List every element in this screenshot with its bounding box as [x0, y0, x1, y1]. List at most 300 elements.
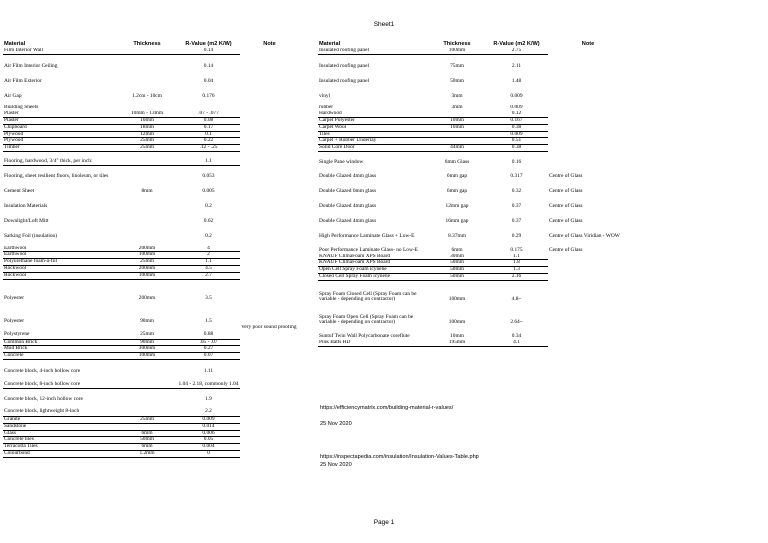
note-cell: [240, 145, 299, 152]
rvalue-cell: 4: [177, 246, 240, 252]
note-cell: [548, 138, 628, 145]
material-cell: Open Cell Spray Foam icynene: [318, 267, 429, 274]
material-cell: Spray Foam Open Cell (Spray Foam can be variable - depending on contractor): [319, 313, 414, 326]
note-cell: [240, 450, 299, 457]
thickness-cell: [117, 388, 177, 402]
rvalue-cell: 1.8: [485, 260, 548, 267]
material-cell: Double Glazed 6mm glass: [319, 187, 377, 194]
table-row: [3, 186, 299, 195]
table-row: [3, 216, 299, 225]
rvalue-cell: 2.16: [485, 273, 548, 280]
page-number: Page 1: [373, 519, 395, 526]
table-row: [318, 216, 628, 225]
table-row: [3, 430, 299, 437]
material-cell: Film Interior Wall: [3, 48, 117, 54]
material-cell: vinyl: [319, 92, 331, 99]
thickness-cell: 1.2mm: [117, 450, 177, 457]
table-row: [3, 145, 299, 152]
thickness-cell: 90mm: [117, 339, 177, 346]
note-cell: [240, 75, 299, 84]
rvalue-cell: 0.38: [485, 124, 548, 131]
material-cell: Poor Performance Laminate Glass- no Low-E: [319, 246, 418, 253]
table-row: [3, 331, 299, 339]
note-cell: [548, 260, 628, 267]
material-cell: Sarking Foil (insulation): [4, 232, 58, 239]
rvalue-cell: 0.014: [177, 423, 240, 430]
rvalue-cell: 0.175: [510, 246, 523, 253]
left-material-table: [3, 41, 299, 458]
material-cell: Downlight/Loft Mitt: [4, 217, 49, 224]
note-header: Note: [581, 41, 595, 48]
note-cell: [240, 152, 299, 166]
material-cell: Terracotta Tiles: [3, 444, 117, 451]
right-header-row: [318, 41, 628, 48]
table-row: [3, 353, 299, 360]
thickness-cell: 10mm: [429, 124, 485, 131]
note-cell: [240, 231, 299, 240]
material-cell: Earthwool: [3, 246, 117, 252]
note-cell: [548, 124, 628, 131]
rvalue-cell: 0: [177, 450, 240, 457]
note-cell: [240, 365, 299, 374]
rvalue-cell: 0.22: [177, 138, 240, 145]
thickness-cell: 25mm: [117, 331, 177, 339]
table-row: [318, 225, 628, 240]
table-row: [3, 131, 299, 138]
thickness-cell: [117, 216, 177, 225]
table-row: [318, 118, 628, 125]
note-cell: [240, 444, 299, 451]
table-row: [318, 280, 628, 303]
rvalue-cell: 0.053: [202, 172, 215, 179]
material-cell: Insulation Materials: [4, 202, 48, 209]
table-row: [318, 131, 628, 138]
rvalue-cell: 0.009: [510, 92, 523, 99]
note-cell: Centre of Glass: [549, 202, 583, 209]
rvalue-cell: 0.12: [485, 111, 548, 117]
thickness-cell: [117, 231, 177, 240]
rvalue-cell: 2.7: [177, 272, 240, 279]
rvalue-cell: 3.5: [205, 295, 212, 302]
note-cell: Centre of Glass: [549, 187, 583, 194]
thickness-cell: [117, 302, 177, 316]
rvalue-cell: 4.8~: [511, 296, 522, 303]
thickness-cell: [117, 423, 177, 430]
material-cell: Hardwood: [318, 111, 429, 117]
table-row: [318, 145, 628, 152]
rvalue-cell: 4.5: [177, 265, 240, 272]
rvalue-cell: 2.2: [177, 408, 240, 416]
thickness-cell: 12mm: [117, 131, 177, 138]
table-row: [318, 326, 628, 340]
source-url-1: https://efficiencymatrix.com/building-material-r-values/: [320, 405, 454, 411]
material-cell: KNAUF ClimaFoam XPS Board: [318, 260, 429, 267]
material-cell: Polyester: [4, 318, 25, 325]
table-row: [3, 316, 299, 325]
note-cell: [240, 166, 299, 180]
material-cell: KNAUF ClimaFoam XPS Board: [318, 254, 429, 260]
rvalue-cell: 4.1: [485, 340, 548, 346]
rvalue-cell: 0.32: [511, 187, 522, 194]
thickness-cell: 50mm: [117, 437, 177, 444]
material-cell: Building Sheets: [4, 105, 39, 111]
left-header-row: [3, 41, 299, 48]
table-row: [3, 90, 299, 99]
material-cell: Mud Brick: [3, 346, 117, 353]
table-row: [318, 267, 628, 274]
material-cell: Glass: [3, 430, 117, 437]
thickness-cell: 30mm: [429, 254, 485, 260]
note-cell: [548, 273, 628, 280]
thickness-cell: 50mm: [450, 77, 464, 84]
thickness-cell: 25mm: [117, 259, 177, 266]
material-cell: Spray Foam Closed Cell (Spray Foam can be variable - depending on contractor): [319, 290, 417, 303]
rvalue-cell: 1.04 - 2.18, commonly 1.04: [177, 374, 240, 388]
table-row: [3, 138, 299, 145]
thickness-cell: [117, 75, 177, 84]
table-row: [318, 273, 628, 280]
note-cell: [548, 326, 628, 340]
note-cell: [548, 60, 628, 69]
note-cell: [548, 118, 628, 125]
material-cell: [3, 302, 117, 316]
thickness-cell: 6mm Glass: [444, 158, 470, 165]
table-row: [3, 388, 299, 402]
note-cell: [548, 340, 628, 346]
thickness-cell: 50mm: [429, 273, 485, 280]
thickness-cell: 44mm: [429, 145, 485, 152]
thickness-cell: 195mm: [429, 340, 485, 346]
rvalue-cell: 0.62: [203, 217, 214, 224]
rvalue-cell: 0.37: [511, 202, 522, 209]
thickness-cell: 8mm: [141, 187, 153, 194]
rvalue-cell: 2.75: [485, 48, 548, 54]
table-row: [3, 293, 299, 302]
rvalue-cell: 1.48: [511, 77, 522, 84]
table-row: [3, 259, 299, 266]
note-cell: [240, 430, 299, 437]
material-cell: Plywood: [3, 131, 117, 138]
table-row: [318, 303, 628, 326]
rvalue-cell: 0.08: [177, 118, 240, 125]
material-cell: Double Glazed 4mm glass: [319, 217, 377, 224]
thickness-cell: [429, 138, 485, 145]
table-row: [318, 152, 628, 166]
note-cell: [240, 293, 299, 302]
table-row: [3, 437, 299, 444]
rvalue-cell: 1.9: [205, 395, 212, 402]
table-row: [3, 374, 299, 388]
table-row: [318, 260, 628, 267]
thickness-cell: 300mm: [117, 346, 177, 353]
thickness-cell: 25mm: [117, 145, 177, 152]
note-cell: [240, 437, 299, 444]
material-cell: Concrete block, lightweight 8-inch: [3, 408, 117, 416]
note-cell: [240, 331, 299, 339]
material-cell: Earthwool: [3, 252, 117, 259]
note-cell: [240, 252, 299, 259]
material-cell: Solid Core Door: [318, 145, 429, 152]
material-cell: Double Glazed 4mm glass: [319, 202, 377, 209]
material-cell: Carpet + Rubber Underlay: [318, 138, 429, 145]
thickness-cell: 8.37mm: [448, 232, 466, 239]
rvalue-cell: 1.1: [177, 152, 240, 166]
material-cell: High Performance Laminate Glass + Low-E: [319, 232, 415, 239]
table-row: [3, 252, 299, 259]
note-cell: [240, 374, 299, 388]
note-cell: [548, 145, 628, 152]
table-row: [3, 346, 299, 353]
rvalue-cell: 0.38: [485, 145, 548, 152]
rvalue-cell: 0.005: [202, 187, 215, 194]
table-row: [3, 75, 299, 84]
source-date-2: 25 Nov 2020: [320, 462, 352, 468]
material-cell: Air Gap: [4, 92, 22, 99]
material-header: Material: [319, 41, 341, 48]
table-row: [3, 272, 299, 279]
table-row: [3, 365, 299, 374]
thickness-cell: 100mm: [429, 48, 485, 54]
thickness-cell: 200mm: [117, 246, 177, 252]
rvalue-cell: 0.16: [511, 158, 522, 165]
material-cell: Flooring, hardwood, 3/4" thick, per inch:: [3, 152, 117, 166]
rvalue-cell: 0.009: [510, 105, 523, 111]
material-cell: Plaster: [3, 111, 117, 117]
note-cell: [240, 60, 299, 69]
note-cell: Centre of Glass Viridian - WOW: [549, 232, 620, 239]
rvalue-cell: 2.64~: [510, 319, 523, 326]
material-cell: Pink Batts HD: [318, 340, 429, 346]
rvalue-cell: 0.14: [177, 48, 240, 54]
material-cell: Concrete: [3, 353, 117, 360]
note-cell: [240, 339, 299, 346]
material-cell: Air Film Interior Ceiling: [4, 62, 58, 69]
thickness-cell: 12mm gap: [445, 202, 469, 209]
material-cell: Single Pane window: [319, 158, 364, 165]
thickness-cell: [117, 152, 177, 166]
material-cell: [3, 279, 117, 293]
note-cell: Centre of Glass: [549, 246, 583, 253]
rvalue-cell: 0.176: [202, 92, 215, 99]
rvalue-cell: 2.11: [511, 62, 522, 69]
thickness-cell: [429, 131, 485, 138]
rvalue-cell: 0.51: [485, 138, 548, 145]
material-cell: Plaster: [3, 118, 117, 125]
note-cell: Very poor sound proofing: [241, 325, 297, 331]
thickness-cell: 10mm - 13mm: [117, 111, 177, 117]
material-cell: Tiles: [318, 131, 429, 138]
rvalue-cell: 0.27: [177, 346, 240, 353]
rvalue-cell: 0.1: [177, 131, 240, 138]
thickness-cell: 3mm: [451, 105, 463, 111]
table-row: [318, 124, 628, 131]
thickness-cell: 25mm: [117, 138, 177, 145]
thickness-cell: 50mm: [429, 260, 485, 267]
rvalue-cell: 1.1: [177, 259, 240, 266]
rvalue-cell: 0.006: [177, 430, 240, 437]
rvalue-cell: [177, 302, 240, 316]
material-cell: Plywood: [3, 138, 117, 145]
table-row: [3, 118, 299, 125]
material-cell: Concrete block, 12-inch hollow core: [4, 395, 83, 402]
table-row: [318, 201, 628, 210]
thickness-cell: [117, 279, 177, 293]
table-row: [318, 75, 628, 84]
thickness-cell: 100mm: [448, 319, 466, 326]
table-row: [318, 340, 628, 346]
rvalue-cell: 0.004: [177, 444, 240, 451]
note-cell: [240, 388, 299, 402]
thickness-cell: [117, 60, 177, 69]
table-row: [3, 166, 299, 180]
thickness-cell: 10mm: [450, 333, 464, 340]
thickness-cell: 100mm: [117, 252, 177, 259]
note-cell: [240, 131, 299, 138]
thickness-cell: 16mm gap: [445, 217, 469, 224]
rvalue-cell: 1.5: [205, 318, 212, 325]
rvalue-cell: 0.14: [203, 62, 214, 69]
material-cell: Polystyrene: [3, 331, 117, 339]
material-cell: Air Film Exterior: [4, 77, 42, 84]
thickness-cell: 90mm: [140, 318, 154, 325]
note-cell: [240, 316, 299, 325]
rvalue-cell: 0.37: [511, 217, 522, 224]
table-row: [318, 166, 628, 180]
rvalue-header: R-Value (m2 K/W): [185, 41, 232, 48]
thickness-cell: 100mm: [117, 272, 177, 279]
source-url-2: https://inspectapedia.com/insulation/Insulation-Values-Table.php: [320, 454, 479, 460]
thickness-cell: 25mm: [117, 416, 177, 423]
note-cell: [240, 118, 299, 125]
material-cell: Granite: [3, 416, 117, 423]
material-cell: Flooring, sheet resilient floors, linoleum, or tiles: [4, 172, 109, 179]
table-row: [3, 231, 299, 240]
note-cell: [240, 423, 299, 430]
thickness-cell: 6mm: [451, 246, 463, 253]
note-cell: [240, 408, 299, 416]
material-cell: Timber: [3, 145, 117, 152]
note-cell: [240, 138, 299, 145]
note-cell: [240, 259, 299, 266]
note-cell: [548, 131, 628, 138]
table-row: [318, 90, 628, 99]
table-row: [3, 416, 299, 423]
note-cell: [548, 75, 628, 84]
rvalue-cell: .07 - .077: [177, 111, 240, 117]
thickness-cell: 1.2cm - 10cm: [132, 92, 162, 99]
table-row: [3, 423, 299, 430]
thickness-cell: 3mm: [451, 92, 463, 99]
material-cell: Rockwool: [3, 265, 117, 272]
table-row: [3, 124, 299, 131]
rvalue-header: R-Value (m2 K/W): [493, 41, 540, 48]
thickness-cell: [117, 408, 177, 416]
material-cell: Sandstone: [3, 423, 117, 430]
material-cell: Chipboard: [3, 124, 117, 131]
note-cell: [548, 280, 628, 303]
thickness-cell: 18mm: [117, 124, 177, 131]
note-cell: Centre of Glass: [549, 172, 583, 179]
thickness-cell: 10mm: [429, 118, 485, 125]
note-cell: [240, 279, 299, 293]
source-date-1: 25 Nov 2020: [320, 421, 352, 427]
thickness-cell: [117, 365, 177, 374]
thickness-cell: 6mm gap: [446, 172, 468, 179]
note-cell: [548, 267, 628, 274]
rvalue-cell: .05 - .07: [177, 339, 240, 346]
note-cell: [240, 265, 299, 272]
thickness-header: Thickness: [133, 41, 161, 48]
table-row: [318, 60, 628, 69]
material-cell: Polyester: [4, 295, 25, 302]
material-cell: Insulated roofing panel: [319, 62, 369, 69]
rvalue-cell: 2: [177, 252, 240, 259]
thickness-cell: 50mm: [429, 267, 485, 274]
rvalue-cell: 1.3: [485, 267, 548, 274]
note-cell: [240, 353, 299, 360]
material-cell: rubber: [319, 105, 334, 111]
note-cell: [548, 152, 628, 166]
rvalue-cell: 0.17: [177, 124, 240, 131]
note-cell: [240, 90, 299, 99]
table-row: [318, 240, 628, 254]
right-material-table: [318, 41, 628, 347]
rvalue-cell: .12 - .25: [177, 145, 240, 152]
rvalue-cell: 0.009: [177, 416, 240, 423]
rvalue-cell: 0.29: [511, 232, 522, 239]
rvalue-cell: 0.2: [205, 232, 212, 239]
note-cell: [240, 186, 299, 195]
note-cell: [240, 302, 299, 316]
thickness-cell: 6mm gap: [446, 187, 468, 194]
material-cell: Polyurethane foam-a-fill: [3, 259, 117, 266]
rvalue-cell: 0.88: [177, 331, 240, 339]
material-cell: Insulated roofing panel: [319, 77, 369, 84]
rvalue-cell: 0.317: [510, 172, 523, 179]
thickness-cell: 100mm: [448, 296, 466, 303]
note-cell: Centre of Glass: [549, 217, 583, 224]
material-cell: Concrete block, 4-inch hollow core: [4, 367, 81, 374]
table-row: [318, 138, 628, 145]
table-row: [3, 408, 299, 416]
material-cell: Insulated roofing panel: [318, 48, 429, 54]
thickness-cell: 6mm: [117, 444, 177, 451]
note-header: Note: [263, 41, 276, 48]
thickness-cell: 75mm: [450, 62, 464, 69]
thickness-cell: [117, 201, 177, 210]
rvalue-cell: 0.009: [485, 131, 548, 138]
rvalue-cell: 1.1: [485, 254, 548, 260]
thickness-cell: 200mm: [138, 295, 156, 302]
material-cell: Carpet Polyester: [318, 118, 429, 125]
thickness-cell: 10mm: [117, 118, 177, 125]
rvalue-cell: 1.11: [203, 367, 214, 374]
table-row: [3, 201, 299, 210]
material-cell: Suntuf Twin Wall Polycarbonate coreflute: [319, 333, 410, 340]
material-cell: Double Glazed 4mm glass: [319, 172, 377, 179]
thickness-cell: 200mm: [117, 265, 177, 272]
material-cell: Common Brick: [3, 339, 117, 346]
rvalue-cell: 0.04: [203, 77, 214, 84]
rvalue-cell: 0.2: [205, 202, 212, 209]
material-cell: Cement Sheet: [4, 187, 35, 194]
material-cell: Colourbond: [3, 450, 117, 457]
note-cell: [240, 124, 299, 131]
table-row: [318, 186, 628, 195]
table-row: [3, 339, 299, 346]
rvalue-cell: 0.07: [177, 353, 240, 360]
thickness-cell: 100mm: [117, 353, 177, 360]
